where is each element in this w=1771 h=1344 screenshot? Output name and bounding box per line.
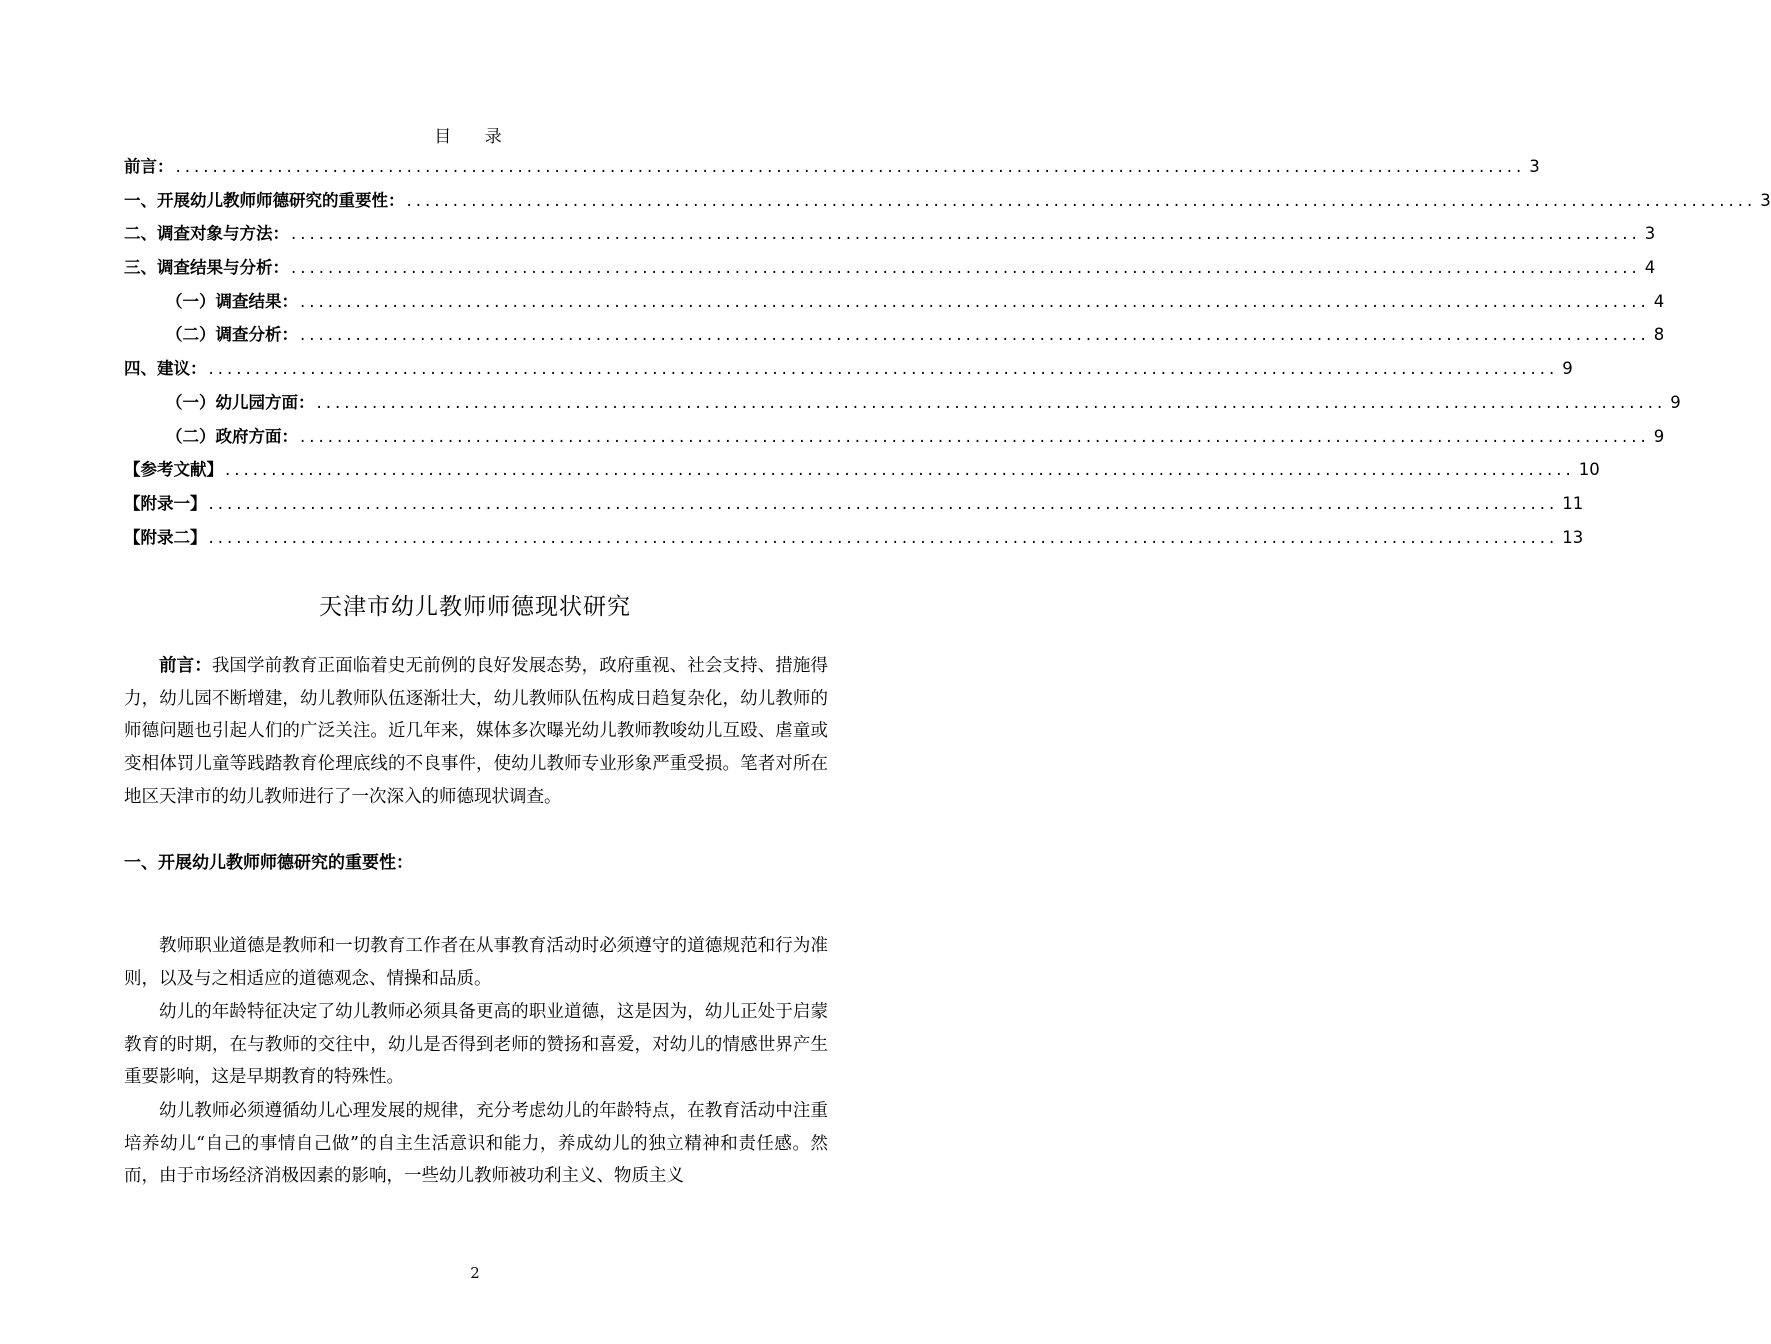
toc-entry-page: 10	[1578, 460, 1600, 480]
toc-entry[interactable]	[124, 285, 1665, 319]
toc-entry[interactable]	[124, 217, 1656, 251]
toc-leader-dots: ..................................................................................................................................................	[300, 426, 1650, 446]
preface-label: 前言：	[159, 656, 212, 676]
toc-entry[interactable]	[124, 251, 1656, 285]
toc-entry[interactable]	[124, 352, 1573, 386]
toc-entry[interactable]	[124, 453, 1600, 487]
toc-entry-label: 【附录一】	[124, 493, 207, 513]
toc-leader-dots: ..................................................................................................................................................	[225, 460, 1575, 480]
document-title: 天津市幼儿教师师德现状研究	[319, 594, 631, 620]
toc-entry[interactable]	[124, 521, 1584, 555]
toc-entry-page: 9	[1670, 392, 1681, 412]
toc-entry-label: 前言：	[124, 157, 174, 176]
body-paragraph: 教师职业道德是教师和一切教育工作者在从事教育活动时必须遵守的道德规范和行为准则，以及与之相适应的道德观念、情操和品质。	[124, 936, 828, 989]
preface-paragraph	[124, 650, 828, 814]
toc-entry[interactable]	[124, 487, 1584, 521]
toc-leader-dots: ..................................................................................................................................................	[208, 527, 1559, 547]
page-number: 2	[470, 1264, 480, 1282]
section-heading: 一、开展幼儿教师师德研究的重要性：	[124, 853, 413, 873]
toc-entry-page: 9	[1562, 359, 1573, 379]
toc-entry-label: 二、调查对象与方法：	[124, 224, 289, 244]
toc-leader-dots: ..................................................................................................................................................	[291, 224, 1641, 244]
toc-entry-label: 一、开展幼儿教师师德研究的重要性：	[124, 190, 405, 210]
toc-leader-dots: ..................................................................................................................................................	[300, 291, 1650, 311]
toc-entry-page: 9	[1653, 426, 1665, 446]
toc-leader-dots: ..................................................................................................................................................	[406, 190, 1757, 210]
toc-entry-page: 3	[1644, 224, 1656, 244]
toc-entry-label: （二）调查分析：	[166, 325, 298, 345]
toc-leader-dots: ..................................................................................................................................................	[291, 258, 1641, 278]
toc-leader-dots: ..................................................................................................................................................	[208, 359, 1559, 379]
toc-entry-page: 8	[1653, 325, 1665, 345]
toc-entry-label: （二）政府方面：	[166, 426, 298, 446]
toc-leader-dots: ..................................................................................................................................................	[300, 325, 1650, 345]
toc-entry[interactable]	[124, 386, 1681, 420]
toc-entry-page: 4	[1644, 258, 1656, 278]
toc-entry-label: 四、建议：	[124, 359, 207, 379]
body-paragraph: 幼儿的年龄特征决定了幼儿教师必须具备更高的职业道德，这是因为，幼儿正处于启蒙教育的时期，在与教师的交往中，幼儿是否得到老师的赞扬和喜爱，对幼儿的情感世界产生重要影响，这是早期教育的特殊性。	[124, 1002, 828, 1088]
table-of-contents	[124, 150, 1771, 554]
toc-entry-page: 4	[1653, 291, 1665, 311]
toc-entry-page: 13	[1562, 527, 1584, 547]
toc-entry[interactable]	[124, 150, 1540, 184]
preface-text: 我国学前教育正面临着史无前例的良好发展态势，政府重视、社会支持、措施得力，幼儿园不断增建，幼儿教师队伍逐渐壮大，幼儿教师队伍构成日趋复杂化，幼儿教师的师德问题也引起人们的广泛关注。近几年来，媒体多次曝光幼儿教师教唆幼儿互殴、虐童或变相体罚儿童等践踏教育伦理底线的不良事件，使幼儿教师专业形象严重受损。笔者对所在地区天津市的幼儿教师进行了一次深入的师德现状调查。	[124, 656, 829, 807]
toc-entry[interactable]	[124, 420, 1665, 454]
toc-entry[interactable]	[124, 318, 1665, 352]
toc-title: 目 录	[434, 127, 516, 147]
body-paragraph: 幼儿教师必须遵循幼儿心理发展的规律，充分考虑幼儿的年龄特点，在教育活动中注重培养幼儿“自己的事情自己做”的自主生活意识和能力，养成幼儿的独立精神和责任感。然而，由于市场经济消极因素的影响，一些幼儿教师被功利主义、物质主义	[124, 1101, 828, 1187]
toc-leader-dots: ..................................................................................................................................................	[175, 157, 1526, 176]
toc-entry-label: 三、调查结果与分析：	[124, 258, 289, 278]
toc-leader-dots: ..................................................................................................................................................	[316, 392, 1667, 412]
toc-entry-page: 11	[1562, 493, 1584, 513]
toc-entry-label: 【附录二】	[124, 527, 207, 547]
toc-entry-label: （一）调查结果：	[166, 291, 298, 311]
toc-entry[interactable]	[124, 184, 1771, 218]
toc-leader-dots: ..................................................................................................................................................	[208, 493, 1559, 513]
toc-entry-page: 3	[1529, 157, 1540, 176]
toc-entry-page: 3	[1760, 190, 1771, 210]
toc-entry-label: 【参考文献】	[124, 460, 223, 480]
toc-entry-label: （一）幼儿园方面：	[166, 392, 315, 412]
